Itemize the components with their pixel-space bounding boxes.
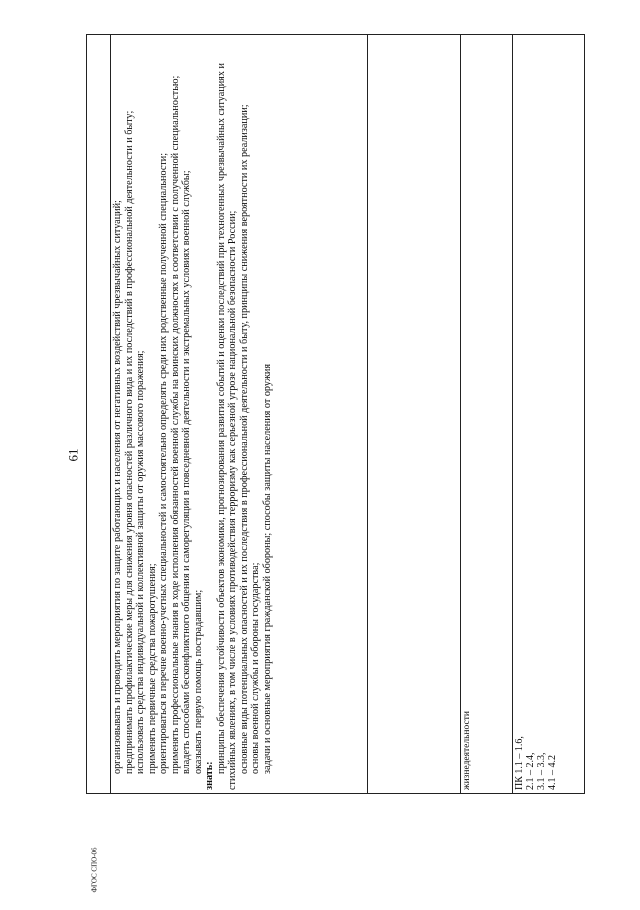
content-paragraph: основные виды потенциальных опасностей и их последствия в профессиональной деятельности и быту, принципы снижения вероятности их реализации;: [238, 104, 250, 774]
code-line: 2.1 – 2.4,: [525, 752, 536, 790]
content-paragraph: владеть способами бесконфликтного общения и саморегуляции в повседневной деятельности и экстремальных условиях военной службы;: [181, 170, 192, 774]
footer-code-text: ФГОС СПО-06: [91, 847, 100, 893]
content-paragraph: оказывать первую помощь пострадавшим;: [192, 589, 204, 774]
codes-text-block: [514, 40, 582, 790]
section-heading: знать:: [204, 761, 215, 790]
content-paragraph: ориентироваться в перечне военно-учетных специальностей и самостоятельно определять среди них родственные полученной специальности;: [158, 152, 169, 774]
content-paragraph: задачи и основные мероприятия гражданской обороны; способы защиты населения от оружия: [261, 363, 273, 774]
content-paragraph: основы военной службы и обороны государства;: [250, 562, 261, 774]
content-paragraph: организовывать и проводить мероприятия по защите работающих и населения от негативных воздействий чрезвычайных ситуаций;: [112, 200, 123, 774]
code-line: 4.1 – 4.2: [547, 755, 558, 790]
codes-cell: [514, 40, 582, 790]
page-number-text: 61: [65, 448, 80, 462]
column-divider-3: [460, 34, 461, 794]
table-border-left: [86, 34, 87, 794]
column-divider-4: [512, 34, 513, 794]
row-divider-top: [86, 34, 585, 35]
content-text-block: [112, 40, 364, 790]
column-divider-2: [367, 34, 368, 794]
code-line: ПК 1.1 – 1.6,: [514, 736, 525, 790]
competencies-text-block: [462, 40, 510, 790]
content-paragraph: использовать средства индивидуальной и коллективной защиты от оружия массового поражения;: [135, 350, 146, 774]
content-cell: [112, 40, 364, 790]
footer-code: [80, 830, 110, 910]
content-paragraph: предпринимать профилактические меры для снижения уровня опасностей различного вида и их последствий в профессиональной деятельности и быту;: [123, 110, 135, 774]
page-number: [58, 440, 88, 470]
content-paragraph: применять первичные средства пожаротушения;: [146, 563, 158, 774]
content-paragraph: применять профессиональные знания в ходе исполнения обязанностей военной службы на воинских должностях в соответствии с полученной специальностью;: [169, 75, 181, 774]
table-border-right: [584, 34, 585, 794]
column-divider-1: [110, 34, 111, 794]
competencies-cell: [462, 40, 510, 790]
content-paragraph: принципы обеспечения устойчивости объектов экономики, прогнозирования развития событий и оценки последствий при техногенных чрезвычайных ситуациях и стихийных явлениях, в том числе в условиях противодействия терроризму как серьезной угрозе национальной безопасности России;: [215, 63, 238, 790]
code-line: 3.1 – 3.3,: [536, 752, 547, 790]
table-border-bottom: [86, 793, 585, 794]
competencies-text: жизнедеятельности: [462, 711, 472, 790]
